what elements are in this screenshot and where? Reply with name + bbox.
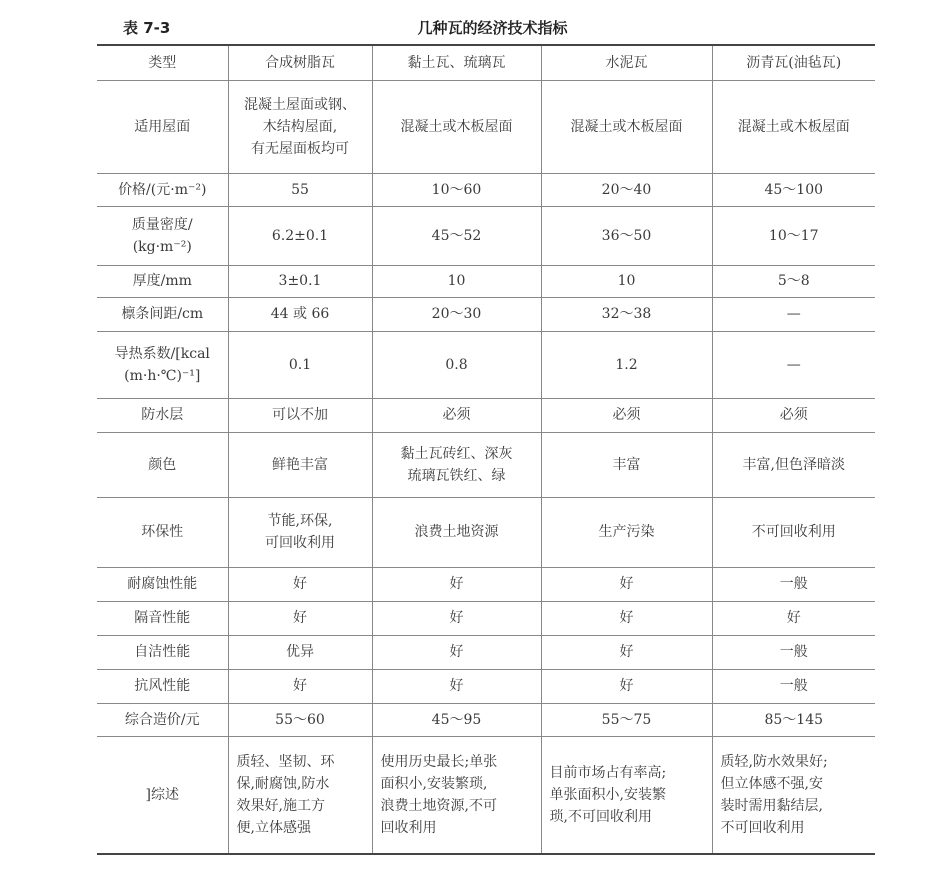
table-row: [97, 206, 875, 265]
table-cell: 85～145: [712, 703, 875, 736]
row-label: 颜色: [97, 432, 228, 497]
column-header: 黏土瓦、琉璃瓦: [372, 45, 541, 80]
row-label: 质量密度/ (kg·m⁻²): [97, 206, 228, 265]
table-cell: 20～40: [541, 173, 712, 206]
row-label: 耐腐蚀性能: [97, 567, 228, 601]
table-row: [97, 297, 875, 331]
table-cell: 节能,环保, 可回收利用: [228, 497, 372, 567]
table-cell: 好: [372, 635, 541, 669]
table-cell: 55～75: [541, 703, 712, 736]
table-cell: 一般: [712, 669, 875, 703]
table-cell: 45～52: [372, 206, 541, 265]
column-header: 合成树脂瓦: [228, 45, 372, 80]
table-row: [97, 601, 875, 635]
table-row: [97, 173, 875, 206]
table-cell: 鲜艳丰富: [228, 432, 372, 497]
table-cell: 必须: [541, 398, 712, 432]
table-cell: 丰富: [541, 432, 712, 497]
row-label: 导热系数/[kcal (m·h·℃)⁻¹]: [97, 331, 228, 398]
table-cell: 质轻、坚韧、环 保,耐腐蚀,防水 效果好,施工方 便,立体感强: [228, 736, 372, 854]
row-label: ]综述: [97, 736, 228, 854]
table-body: [97, 45, 875, 854]
table-cell: 一般: [712, 635, 875, 669]
table-cell: 10: [372, 265, 541, 297]
header-row: [97, 45, 875, 80]
table-cell: 浪费土地资源: [372, 497, 541, 567]
table-number: 表 7-3: [123, 19, 171, 37]
table-cell: 10: [541, 265, 712, 297]
row-label: 抗风性能: [97, 669, 228, 703]
table-cell: 3±0.1: [228, 265, 372, 297]
table-cell: 好: [372, 567, 541, 601]
table-cell: 丰富,但色泽暗淡: [712, 432, 875, 497]
table-cell: 45～95: [372, 703, 541, 736]
table-row: [97, 80, 875, 173]
table-cell: 44 或 66: [228, 297, 372, 331]
table-cell: 55: [228, 173, 372, 206]
table-row: [97, 265, 875, 297]
table-cell: 混凝土或木板屋面: [712, 80, 875, 173]
table-cell: —: [712, 331, 875, 398]
table-cell: 0.1: [228, 331, 372, 398]
table-cell: 混凝土或木板屋面: [541, 80, 712, 173]
table-cell: 好: [228, 601, 372, 635]
table-cell: 36～50: [541, 206, 712, 265]
row-label: 防水层: [97, 398, 228, 432]
table-cell: 好: [228, 567, 372, 601]
table-cell: 好: [541, 601, 712, 635]
table-cell: 质轻,防水效果好; 但立体感不强,安 装时需用黏结层, 不可回收利用: [712, 736, 875, 854]
table-row: [97, 669, 875, 703]
table-cell: 使用历史最长;单张 面积小,安装繁琐, 浪费土地资源,不可 回收利用: [372, 736, 541, 854]
table-cell: 55～60: [228, 703, 372, 736]
row-label: 综合造价/元: [97, 703, 228, 736]
row-label: 适用屋面: [97, 80, 228, 173]
column-header: 类型: [97, 45, 228, 80]
table-cell: 必须: [372, 398, 541, 432]
table-cell: 10～60: [372, 173, 541, 206]
table-cell: 好: [372, 601, 541, 635]
table-cell: 目前市场占有率高; 单张面积小,安装繁 琐,不可回收利用: [541, 736, 712, 854]
table-cell: 10～17: [712, 206, 875, 265]
row-label: 檩条间距/cm: [97, 297, 228, 331]
table-cell: 一般: [712, 567, 875, 601]
table-cell: —: [712, 297, 875, 331]
table-cell: 好: [541, 669, 712, 703]
table-cell: 好: [228, 669, 372, 703]
table-cell: 6.2±0.1: [228, 206, 372, 265]
column-header: 沥青瓦(油毡瓦): [712, 45, 875, 80]
table-row: [97, 497, 875, 567]
table-cell: 黏土瓦砖红、深灰 琉璃瓦铁红、绿: [372, 432, 541, 497]
table-cell: 混凝土或木板屋面: [372, 80, 541, 173]
table-cell: 混凝土屋面或钢、 木结构屋面, 有无屋面板均可: [228, 80, 372, 173]
table-cell: 1.2: [541, 331, 712, 398]
table-row: [97, 331, 875, 398]
row-label: 价格/(元·m⁻²): [97, 173, 228, 206]
table-row: [97, 567, 875, 601]
table-cell: 5～8: [712, 265, 875, 297]
indicator-table: [97, 44, 875, 855]
table-cell: 20～30: [372, 297, 541, 331]
row-label: 厚度/mm: [97, 265, 228, 297]
table-cell: 优异: [228, 635, 372, 669]
table-row: [97, 432, 875, 497]
table-cell: 生产污染: [541, 497, 712, 567]
table-cell: 0.8: [372, 331, 541, 398]
table-cell: 好: [541, 635, 712, 669]
table-cell: 好: [541, 567, 712, 601]
table-row: [97, 703, 875, 736]
row-label: 自洁性能: [97, 635, 228, 669]
table-cell: 45～100: [712, 173, 875, 206]
table-cell: 可以不加: [228, 398, 372, 432]
table-cell: 好: [372, 669, 541, 703]
table-cell: 好: [712, 601, 875, 635]
row-label: 环保性: [97, 497, 228, 567]
table-cell: 不可回收利用: [712, 497, 875, 567]
table-row: [97, 736, 875, 854]
table-cell: 必须: [712, 398, 875, 432]
row-label: 隔音性能: [97, 601, 228, 635]
table-title: 几种瓦的经济技术指标: [417, 19, 568, 37]
table-row: [97, 635, 875, 669]
table-row: [97, 398, 875, 432]
table-cell: 32～38: [541, 297, 712, 331]
column-header: 水泥瓦: [541, 45, 712, 80]
